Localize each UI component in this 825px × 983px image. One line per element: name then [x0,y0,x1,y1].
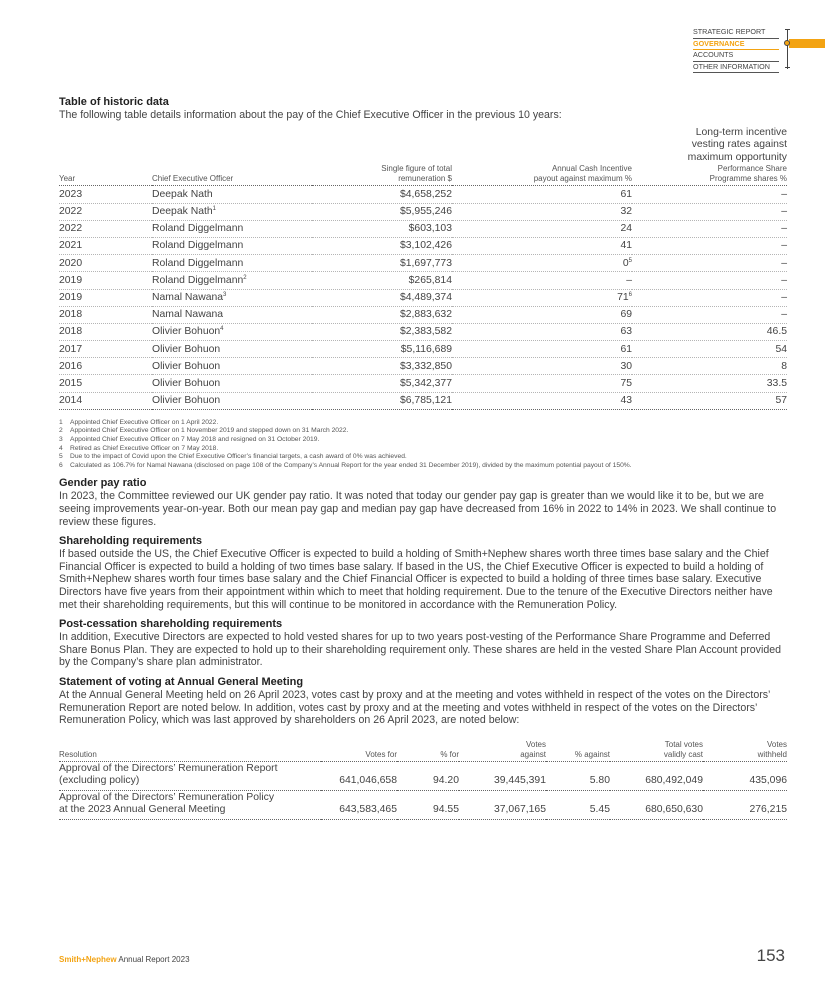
post-cessation-body: In addition, Executive Directors are expected to hold vested shares for up to two years post-vesting of the Performance Share Programme and Deferred Share Bonus Plan. They are expected to hold up to their shareholding requirement only. These shares are held in the vested Share Plan Account provided by the Company’s share plan administrator. [59,631,782,669]
footer-brand: Smith+Nephew [59,955,117,964]
cell-year: 2022 [59,203,152,220]
cell-single-figure: $4,489,374 [312,289,452,306]
footnote-ref: 3 [223,291,227,298]
cell-ltip: 46.5 [632,323,787,340]
cell-votes-withheld: 276,215 [703,790,787,819]
voting-table-body [59,761,787,819]
cell-resolution: Approval of the Directors’ Remuneration Report (excluding policy) [59,761,321,790]
cell-annual-cash-incentive: $0^5$ [452,255,632,272]
cell-annual-cash-incentive: 30 [452,358,632,375]
cell-ceo: Olivier Bohuon$^4$ [152,323,312,340]
cell-ceo: Namal Nawana$^3$ [152,289,312,306]
cell-ltip: – [632,255,787,272]
cell-ltip: 33.5 [632,375,787,392]
table-row [59,186,787,203]
table-row [59,392,787,409]
cell-ltip: – [632,186,787,203]
footnote-ref: 4 [220,326,224,333]
cell-ltip: 54 [632,341,787,358]
header-votes-withheld: Votes withheld [703,740,787,762]
page-number: 153 [756,946,785,965]
cell-ceo: Olivier Bohuon [152,358,312,375]
nav-active-marker [789,39,825,48]
footnote: 2 Appointed Chief Executive Officer on 1 November 2019 and stepped down on 31 March 2022. [59,427,349,435]
cell-annual-cash-incentive: 24 [452,220,632,237]
table-row [59,237,787,254]
cell-year: 2017 [59,341,152,358]
footnote: 6 Calculated as 106.7% for Namal Nawana (disclosed on page 108 of the Company’s Annual Report for the year ended 31 December 2019), divided by the maximum potential payout of 150%. [59,461,632,469]
cell-votes-for: 641,046,658 [321,761,397,790]
post-cessation-title: Post-cessation shareholding requirements [59,618,283,631]
cell-year: 2023 [59,186,152,203]
shareholding-title: Shareholding requirements [59,535,203,548]
cell-ceo: Namal Nawana [152,306,312,323]
nav-rail [787,29,788,69]
cell-ltip: – [632,220,787,237]
cell-single-figure: $3,102,426 [312,237,452,254]
cell-annual-cash-incentive: – [452,272,632,289]
cell-year: 2018 [59,323,152,340]
cell-votes-withheld: 435,096 [703,761,787,790]
footer-report-name [59,955,190,964]
cell-pct-for: 94.55 [397,790,459,819]
cell-ltip: – [632,237,787,254]
cell-votes-against: 39,445,391 [459,761,546,790]
cell-annual-cash-incentive: 32 [452,203,632,220]
cell-ceo: Roland Diggelmann$^2$ [152,272,312,289]
section-navigation [693,27,825,73]
footnote-ref: 1 [212,206,216,213]
nav-governance[interactable]: GOVERNANCE [693,39,779,51]
table-row [59,341,787,358]
header-ltip: Long-term incentive vesting rates against maximum opportunity Performance Share Programme shares % [632,127,787,186]
nav-tick [785,29,790,30]
cell-ceo: Roland Diggelmann [152,237,312,254]
nav-tick [785,67,790,68]
footnote: 4 Retired as Chief Executive Officer on 7 May 2018. [59,444,219,452]
historic-header-row [59,127,787,186]
table-row [59,203,787,220]
cell-annual-cash-incentive: 69 [452,306,632,323]
cell-year: 2019 [59,272,152,289]
cell-single-figure: $603,103 [312,220,452,237]
historic-intro: The following table details information about the pay of the Chief Executive Officer in the previous 10 years: [59,109,562,121]
cell-total-votes: 680,650,630 [610,790,703,819]
cell-annual-cash-incentive: 63 [452,323,632,340]
cell-ltip: 57 [632,392,787,409]
cell-single-figure: $5,116,689 [312,341,452,358]
header-total-votes: Total votes validly cast [610,740,703,762]
cell-annual-cash-incentive: 61 [452,341,632,358]
cell-ceo: Roland Diggelmann [152,220,312,237]
footnote: 1 Appointed Chief Executive Officer on 1 April 2022. [59,418,219,426]
cell-annual-cash-incentive: 75 [452,375,632,392]
nav-other-information[interactable]: OTHER INFORMATION [693,62,779,74]
table-row [59,375,787,392]
gender-section [59,477,787,528]
table-row [59,790,787,819]
header-votes-for: Votes for [321,740,397,762]
cell-single-figure: $1,697,773 [312,255,452,272]
footnote-ref: 2 [243,274,247,281]
cell-single-figure: $2,883,632 [312,306,452,323]
footnote-ref: 6 [628,291,632,298]
footnote: 5 Due to the impact of Covid upon the Chief Executive Officer’s financial targets, a cash award of 0% was achieved. [59,453,407,461]
footer-report-title: Annual Report 2023 [118,955,190,964]
header-annual-cash-incentive: Annual Cash Incentive payout against maximum % [452,127,632,186]
cell-year: 2014 [59,392,152,409]
cell-year: 2018 [59,306,152,323]
voting-table [59,740,787,820]
cell-total-votes: 680,492,049 [610,761,703,790]
table-row [59,289,787,306]
shareholding-section [59,535,787,611]
cell-annual-cash-incentive: $71^6$ [452,289,632,306]
cell-ceo: Olivier Bohuon [152,341,312,358]
cell-year: 2019 [59,289,152,306]
voting-title: Statement of voting at Annual General Meeting [59,675,304,688]
gender-body: In 2023, the Committee reviewed our UK gender pay ratio. It was noted that today our gender pay gap is greater than we would like it to be, but we are seeing improvements year-on-year. Both our mean pay gap and median pay gap have decreased from 16% in 2022 to 14% in 2023. We shall continue to review these figures. [59,490,777,528]
cell-pct-against: 5.80 [546,761,610,790]
header-pct-for: % for [397,740,459,762]
cell-single-figure: $6,785,121 [312,392,452,409]
cell-ltip: – [632,306,787,323]
voting-section [59,676,787,727]
cell-single-figure: $5,955,246 [312,203,452,220]
cell-votes-for: 643,583,465 [321,790,397,819]
cell-ltip: – [632,272,787,289]
cell-year: 2015 [59,375,152,392]
cell-votes-against: 37,067,165 [459,790,546,819]
cell-ltip: – [632,289,787,306]
cell-annual-cash-incentive: 41 [452,237,632,254]
cell-annual-cash-incentive: 61 [452,186,632,203]
table-row [59,220,787,237]
historic-table [59,127,787,410]
nav-accounts[interactable]: ACCOUNTS [693,50,779,62]
header-votes-against: Votes against [459,740,546,762]
header-ceo: Chief Executive Officer [152,127,312,186]
cell-pct-for: 94.20 [397,761,459,790]
voting-body: At the Annual General Meeting held on 26 April 2023, votes cast by proxy and at the meeting and votes withheld in respect of the votes on the Directors’ Remuneration Report are noted below. In addition, votes cast by proxy and at the meeting and votes withheld in respect of the votes on the Directors’ Remuneration Policy, which was last approved by shareholders on 26 April 2023, are noted below: [59,688,770,727]
cell-ceo: Deepak Nath$^1$ [152,203,312,220]
cell-single-figure: $265,814 [312,272,452,289]
header-year: Year [59,127,152,186]
page-content [59,96,787,820]
cell-ceo: Olivier Bohuon [152,392,312,409]
footnotes [59,419,787,471]
table-row [59,306,787,323]
header-pct-against: % against [546,740,610,762]
nav-strategic-report[interactable]: STRATEGIC REPORT [693,27,779,39]
header-resolution: Resolution [59,740,321,762]
post-cessation-section [59,618,787,669]
table-row [59,358,787,375]
cell-year: 2020 [59,255,152,272]
cell-ceo: Roland Diggelmann [152,255,312,272]
cell-ltip: – [632,203,787,220]
cell-year: 2022 [59,220,152,237]
header-single-figure: Single figure of total remuneration $ [312,127,452,186]
cell-single-figure: $2,383,582 [312,323,452,340]
gender-title: Gender pay ratio [59,477,147,490]
cell-resolution: Approval of the Directors’ Remuneration Policy at the 2023 Annual General Meeting [59,790,321,819]
historic-title: Table of historic data [59,96,169,108]
shareholding-body: If based outside the US, the Chief Executive Officer is expected to build a holding of Smith+Nephew shares worth three times base salary and the Chief Financial Officer is expected to build a holding of two times base salary. If based in the US, the Chief Executive Officer is expected to build a holding of Smith+Nephew shares worth four times base salary and the Chief Financial Officer is expected to build a holding of three times base salary. Executive Directors have five years from their appointment within which to meet that holding requirement. Due to the tenure of the Executive Directors neither have met their shareholding requirements, but this will continue to be monitored in accordance with the Remuneration Policy. [59,548,773,611]
cell-ceo: Olivier Bohuon [152,375,312,392]
cell-ceo: Deepak Nath [152,186,312,203]
table-row [59,272,787,289]
footnote: 3 Appointed Chief Executive Officer on 7 May 2018 and resigned on 31 October 2019. [59,436,320,443]
cell-year: 2016 [59,358,152,375]
footnote-ref: 5 [628,257,632,264]
cell-single-figure: $3,332,850 [312,358,452,375]
nav-active-dot [784,40,790,46]
voting-header-row [59,740,787,762]
historic-table-body [59,186,787,409]
table-row [59,323,787,340]
cell-ltip: 8 [632,358,787,375]
table-row [59,255,787,272]
cell-annual-cash-incentive: 43 [452,392,632,409]
cell-single-figure: $5,342,377 [312,375,452,392]
cell-year: 2021 [59,237,152,254]
cell-single-figure: $4,658,252 [312,186,452,203]
cell-pct-against: 5.45 [546,790,610,819]
table-row [59,761,787,790]
